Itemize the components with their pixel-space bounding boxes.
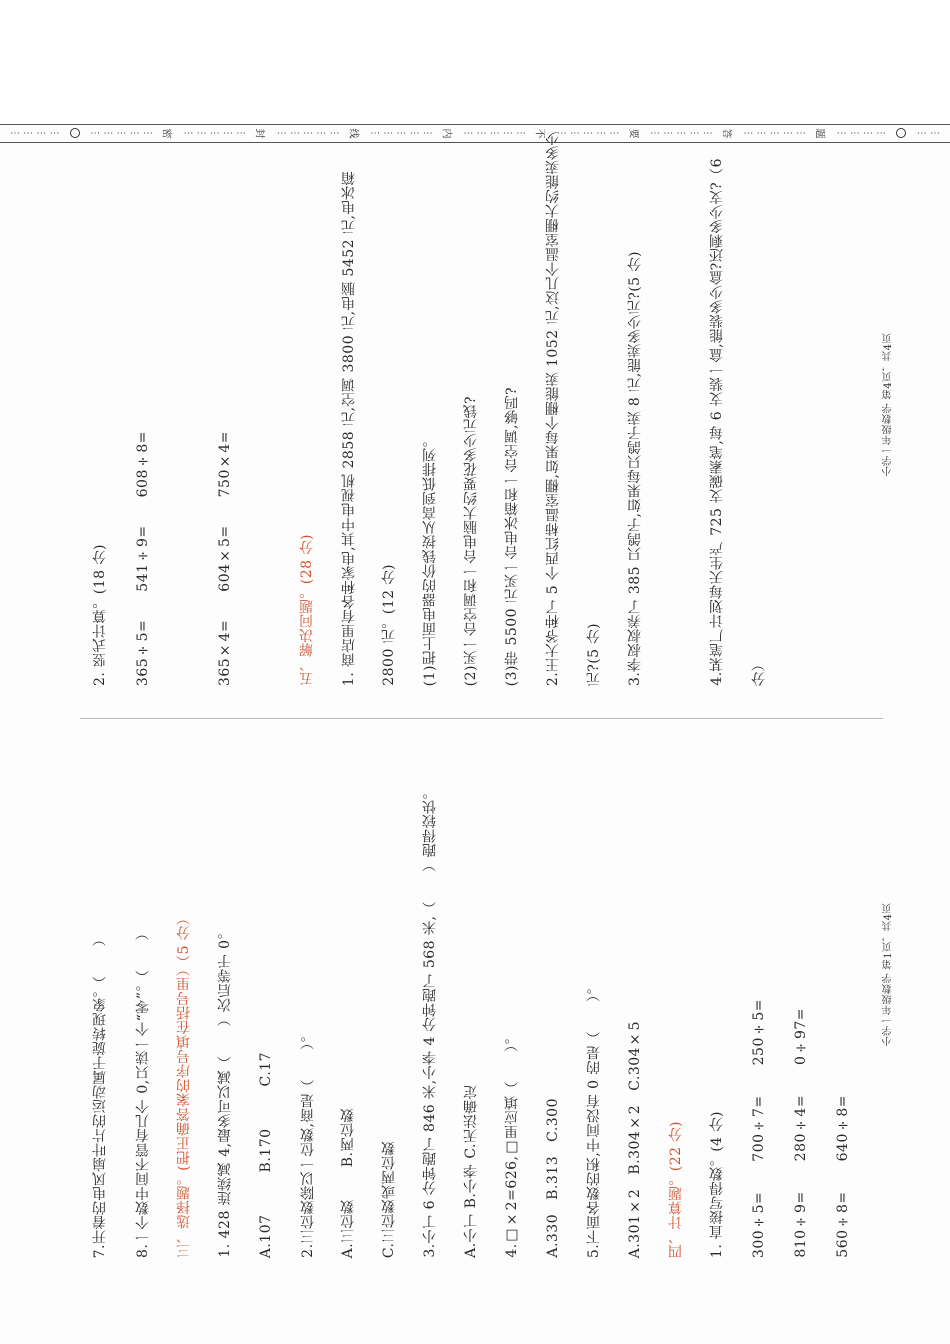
expression: 365÷5= [135, 619, 151, 686]
question-7: 7.开着的电风扇叶片的运动属于旋转现象。（ ） [92, 931, 108, 1258]
expression: 700÷7= [751, 1095, 767, 1162]
calc-row-2 [794, 1008, 808, 1258]
seal-char: 密 [160, 128, 172, 138]
circle-icon [896, 128, 906, 138]
vertical-calc-title: 2. 竖式计算。(18 分) [92, 544, 108, 686]
option: B.313 [545, 1156, 561, 1201]
choice-question-2: 2.三位数除以一位数,商是（ ）。 [300, 1028, 316, 1258]
choice-2-option-c: C.三位数或两位数 [381, 1140, 397, 1258]
expression: 810÷9= [793, 1191, 809, 1258]
problem-1-part-2: (2)买一台空调和一台电脑大约要花多少元钱? [463, 395, 479, 686]
seal-char: 题 [813, 128, 825, 138]
expression: 608÷8= [135, 430, 151, 498]
calc-row-3 [836, 1095, 850, 1258]
option: A.三位数 [340, 1198, 356, 1258]
option: B.170 [258, 1128, 274, 1173]
choice-5-options [628, 1021, 642, 1258]
choice-question-5: 5.下面各数的积,中间没有 0 的是（ ）。 [586, 979, 602, 1258]
calc-question-1: 1. 直接写得数。(4 分) [709, 1110, 725, 1258]
choice-1-options [259, 1052, 273, 1258]
problem-3: 3.李叔叔养了 385 只鸽子,如果每只鸽子卖 8 元,能卖多少元?(5 分) [627, 251, 643, 686]
expression: 560÷8= [835, 1191, 851, 1258]
expression: 0÷97= [793, 1008, 809, 1066]
page-footer-1: 小学一年级数学 第1页，共4页 [883, 902, 894, 1046]
section-5-title: 五、解决问题。(28 分) [299, 534, 315, 686]
problem-1: 1. 商店里有各种家电,其中电视机 2858 元,空调 3800 元,电脑 5452 元,电冰箱 [341, 170, 357, 686]
question-8: 8.一个数中间不管有几个 0,只读一个“零”。（ ） [135, 926, 151, 1258]
option: C.17 [258, 1051, 274, 1087]
expression: 640÷8= [835, 1095, 851, 1162]
expression: 250÷5= [751, 998, 767, 1066]
problem-2: 2.王大爷种了 5 个西红柿温室棚,如果每个棚能卖 1052 元,这几个温室棚大约能卖多少 [545, 130, 561, 686]
problem-4-continued: 分） [751, 657, 767, 686]
option: C.304×5 [627, 1020, 643, 1091]
option: A.107 [258, 1214, 274, 1258]
choice-question-1: 1. 428 连续减 4,最多可以减（ ）次后等于 0。 [217, 925, 233, 1258]
choice-4-options [546, 1098, 560, 1258]
calc-row-1 [752, 999, 766, 1258]
seal-char: 封 [253, 128, 265, 138]
option: A.330 [545, 1214, 561, 1258]
seal-line-bottom [0, 142, 950, 143]
problem-2-continued: 元?(5 分) [586, 622, 602, 686]
section-3-title: 三、选择题。(把正确答案的序号填在括号里）（5 分） [176, 911, 192, 1258]
seal-line-top [0, 124, 950, 125]
seal-line-text: ⋯ ⋯ ⋯ ⋯ ⋯ ⋯ ⋯ ⋯ ⋯ 密 ⋯ ⋯ ⋯ ⋯ ⋯ 封 ⋯ ⋯ ⋯ ⋯ ⋯ 线 ⋯ ⋯ ⋯ ⋯ ⋯ 内 ⋯ ⋯ ⋯ ⋯ ⋯ 不 ⋯ ⋯ ⋯ ⋯ ⋯ 要 ⋯ ⋯ ⋯ ⋯ ⋯ 答 ⋯ ⋯ ⋯ ⋯ ⋯ 题 ⋯ ⋯ ⋯ ⋯ ⋯ ⋯ [10, 127, 940, 139]
problem-1-part-3: (3)带 5500 元买一台电冰箱和一台空调,够吗? [504, 386, 520, 686]
page-divider [80, 718, 883, 719]
option: B.304×2 [627, 1104, 643, 1175]
expression: 280÷4= [793, 1095, 809, 1162]
expression: 541÷9= [135, 525, 151, 592]
choice-question-4: 4.□×2=626,□里应填（ ）。 [504, 1030, 520, 1258]
top-margin [0, 0, 950, 122]
section-4-title: 四、计算题。(22 分) [668, 1120, 684, 1258]
choice-2-options [341, 1108, 355, 1258]
choice-question-3: 3.小丁 6 分钟跑了 846 米,小李 4 分钟跑了 568 米,（ ）跑得较快。 [422, 785, 438, 1258]
vertical-calc-row-2 [218, 431, 232, 686]
seal-char: 答 [720, 128, 732, 138]
expression: 604×5= [217, 525, 233, 592]
vertical-calc-row-1 [136, 431, 150, 686]
page-footer-4: 小学一年级数学 第4页，共4页 [883, 332, 894, 476]
option: B.两位数 [340, 1107, 356, 1167]
seal-char: 线 [347, 128, 359, 138]
choice-3-options: A.小丁 B.小李 C.无法确定 [463, 1085, 479, 1258]
expression: 300÷5= [751, 1191, 767, 1258]
seal-char: 要 [627, 128, 639, 138]
expression: 750×4= [217, 430, 233, 498]
option: A.301×2 [627, 1188, 643, 1258]
problem-1-continued: 2800 元。(12 分) [381, 564, 397, 686]
problem-4: 4.某笔厂计划每天生产 725 支碳素笔,每 6 支装一盒,能装多少盒?还剩多少支?（6 [709, 158, 725, 686]
problem-1-part-1: (1)把上面电器的价钱按从高到低排列。 [422, 432, 438, 686]
seal-char: 内 [440, 128, 452, 138]
expression: 365×4= [217, 619, 233, 686]
circle-icon [70, 128, 80, 138]
seal-char: 不 [533, 128, 545, 138]
option: C.300 [545, 1098, 561, 1143]
